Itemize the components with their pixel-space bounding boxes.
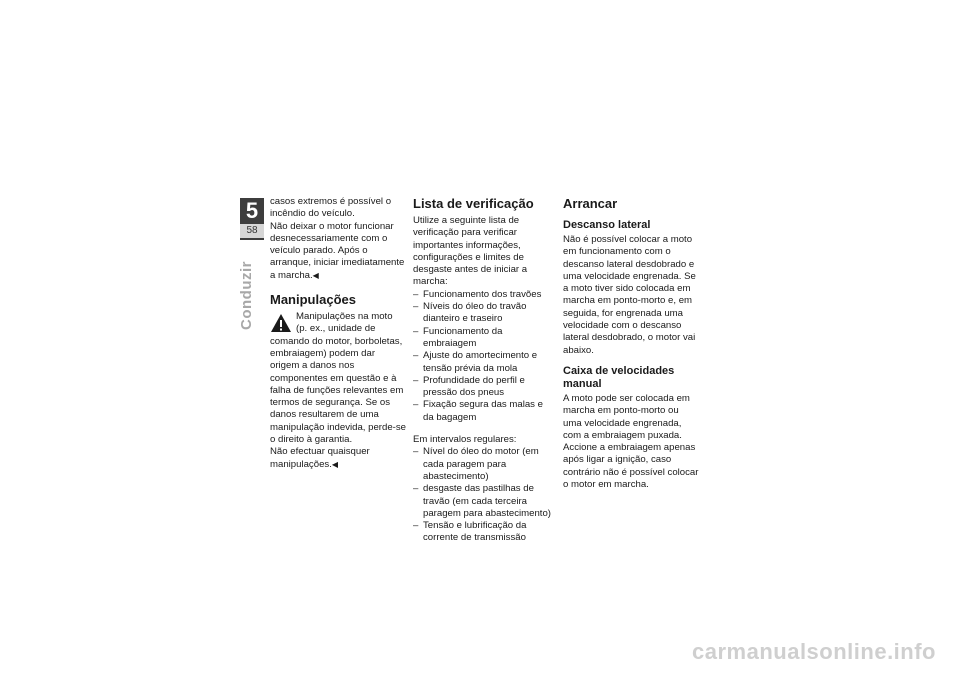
chapter-number: 5 bbox=[245, 198, 259, 223]
chapter-side-label: Conduzir bbox=[238, 261, 255, 330]
list-item: – Tensão e lubrificação da corrente de transmissão bbox=[413, 520, 553, 545]
list-item: – Ajuste do amortecimento e tensão prévia da mola bbox=[413, 350, 553, 375]
intervals-label: Em intervalos regulares: bbox=[413, 434, 517, 446]
list-item: – Profundidade do perfil e pressão dos pneus bbox=[413, 375, 553, 400]
end-mark-icon: ◀ bbox=[331, 459, 339, 469]
section-heading-checklist: Lista de verificação bbox=[413, 196, 534, 211]
end-mark-icon: ◀ bbox=[312, 270, 319, 280]
list-item: – Nível do óleo do motor (em cada paragem para abastecimento) bbox=[413, 446, 553, 483]
section-heading-manipulacoes: Manipulações bbox=[270, 292, 356, 308]
column-3 bbox=[563, 196, 699, 491]
checklist-intro: Utilize a seguinte lista de verificação para verificar importantes informações, configurações e limites de desgaste antes de iniciar a marcha: bbox=[413, 215, 528, 288]
warning-text-2: Não efectuar quaisquer manipulações.◀ bbox=[270, 446, 370, 470]
warning-text: Manipulações na moto (p. ex., unidade de comando do motor, borboletas, embraiagem) podem dar origem a danos nos componentes em questão e à falha de funções relevantes em termos de segurança. Se os danos resultarem de uma manipulação indevida, perde-se o direito à garantia. bbox=[270, 311, 406, 446]
checklist-before-ride bbox=[413, 289, 553, 424]
warning-block bbox=[270, 311, 406, 471]
subheading-caixa-velocidades: Caixa de velocidades manual bbox=[563, 364, 675, 390]
subheading-descanso-lateral: Descanso lateral bbox=[563, 219, 651, 231]
list-item: – Níveis do óleo do travão dianteiro e traseiro bbox=[413, 301, 553, 326]
column-1 bbox=[270, 196, 406, 471]
warning-triangle-icon bbox=[270, 313, 292, 333]
descanso-text: Não é possível colocar a moto em funcionamento com o descanso lateral desdobrado e uma velocidade engrenada. Se a moto tiver sido colocada em marcha em ponto-morto e, em seguida, for engrenada uma velocidade com o descanso lateral desdobrado, o motor vai abaixo. bbox=[563, 234, 696, 356]
list-item: – desgaste das pastilhas de travão (em cada terceira paragem para abastecimento) bbox=[413, 483, 553, 520]
page-number: 58 bbox=[240, 224, 264, 238]
list-item: – Fixação segura das malas e da bagagem bbox=[413, 399, 553, 424]
section-heading-arrancar: Arrancar bbox=[563, 196, 618, 211]
intro-text-2: Não deixar o motor funcionar desnecessariamente com o veículo parado. Após o arranque, iniciar imediatamente a marcha.◀ bbox=[270, 220, 405, 281]
checklist-intervals bbox=[413, 446, 553, 544]
watermark: carmanualsonline.info bbox=[692, 639, 936, 664]
intro-text: casos extremos é possível o incêndio do veículo. bbox=[270, 196, 392, 220]
column-2 bbox=[413, 196, 553, 545]
chapter-marker bbox=[240, 198, 264, 240]
caixa-text: A moto pode ser colocada em marcha em ponto-morto ou uma velocidade engrenada, com a embraiagem puxada. Accione a embraiagem apenas após ligar a ignição, caso contrário não é possível colocar o motor em marcha. bbox=[563, 392, 699, 491]
list-item: – Funcionamento da embraiagem bbox=[413, 326, 553, 351]
list-item: – Funcionamento dos travões bbox=[413, 289, 553, 301]
